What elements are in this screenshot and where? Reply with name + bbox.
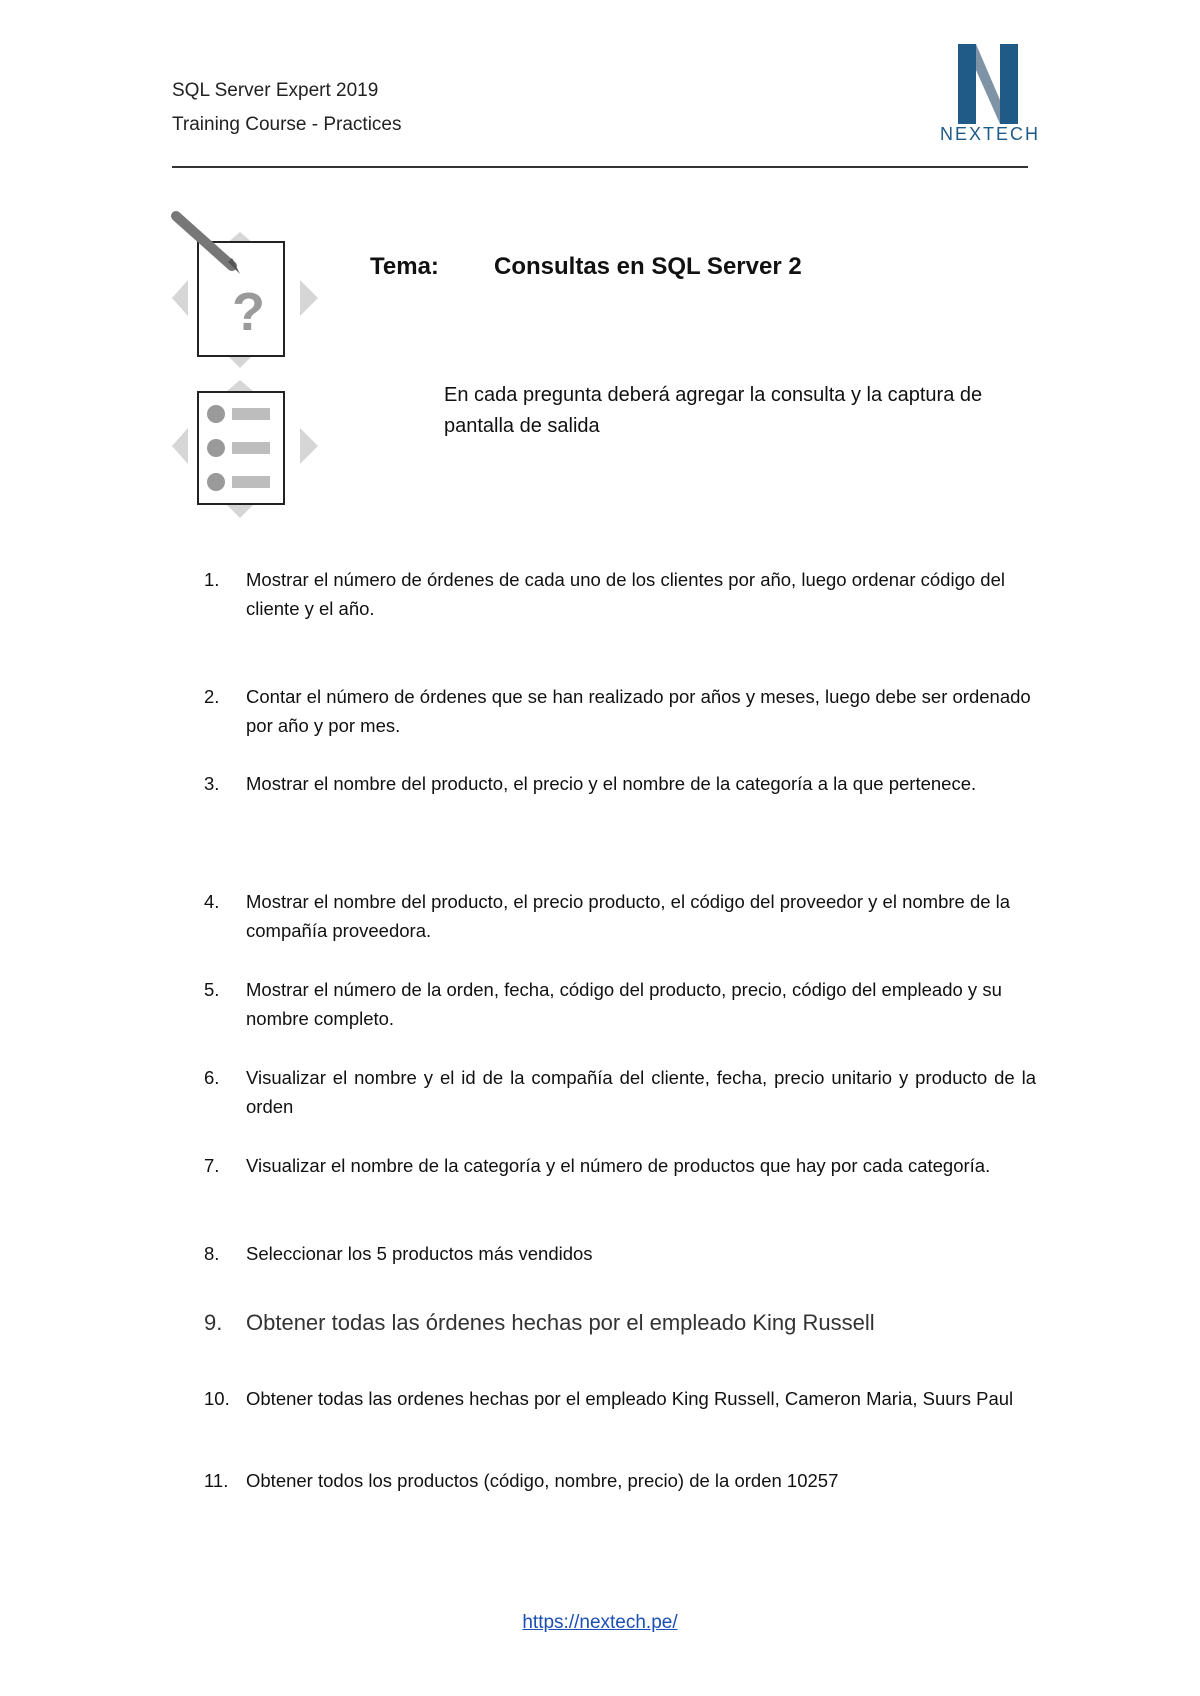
logo-wordmark: NEXTECH (940, 124, 1041, 144)
course-subtitle: Training Course - Practices (172, 114, 402, 135)
question-item: 11. Obtener todos los productos (código, nombre, precio) de la orden 10257 (204, 1470, 839, 1491)
question-document-icon (170, 208, 320, 368)
topic-label: Tema: (370, 253, 439, 280)
question-item: 5. Mostrar el número de la orden, fecha, código del producto, precio, código del empleado y su nombre completo. (204, 979, 1002, 1029)
course-title: SQL Server Expert 2019 (172, 80, 379, 101)
question-item: 6. Visualizar el nombre y el id de la compañía del cliente, fecha, precio unitario y producto de la orden (204, 1067, 1036, 1117)
question-item: 4. Mostrar el nombre del producto, el precio producto, el código del proveedor y el nombre de la compañía proveedora. (204, 891, 1011, 941)
question-item: 9. Obtener todas las órdenes hechas por el empleado King Russell (204, 1310, 875, 1335)
footer (0, 1612, 1200, 1634)
header-divider (172, 166, 1028, 168)
instructions-text: En cada pregunta deberá agregar la consulta y la captura de pantalla de salida (444, 384, 983, 437)
svg-text:?: ? (232, 282, 265, 342)
website-link[interactable]: https://nextech.pe/ (522, 1612, 678, 1633)
question-item: 3. Mostrar el nombre del producto, el precio y el nombre de la categoría a la que pertenece. (204, 773, 977, 794)
question-item: 1. Mostrar el número de órdenes de cada uno de los clientes por año, luego ordenar código del cliente y el año. (204, 569, 1005, 619)
checklist-icon (170, 378, 320, 518)
question-item: 2. Contar el número de órdenes que se han realizado por años y meses, luego debe ser ordenado por año y por mes. (204, 686, 1031, 736)
topic-title: Consultas en SQL Server 2 (494, 253, 802, 280)
question-item: 7. Visualizar el nombre de la categoría y el número de productos que hay por cada categoría. (204, 1155, 991, 1176)
question-item: 10. Obtener todas las ordenes hechas por el empleado King Russell, Cameron Maria, Suurs Paul (204, 1388, 1014, 1409)
question-item: 8. Seleccionar los 5 productos más vendidos (204, 1243, 593, 1264)
